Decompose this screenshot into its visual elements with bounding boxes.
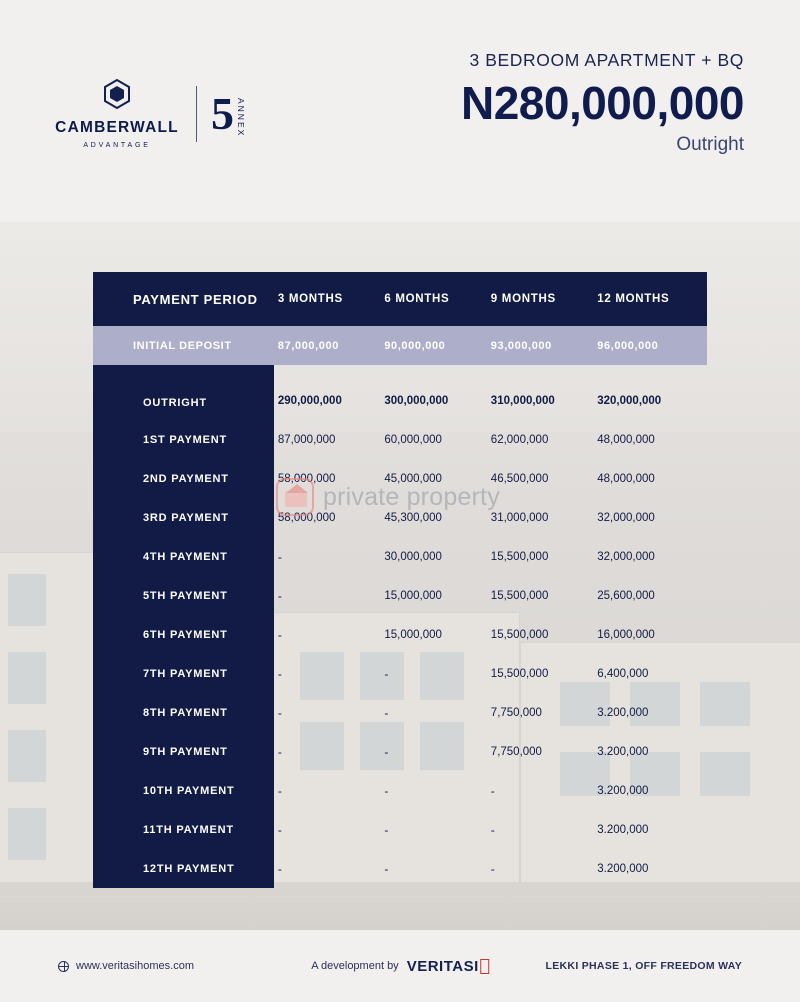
row-value: 300,000,000: [384, 394, 449, 407]
table-row: [93, 576, 707, 615]
row-value: 93,000,000: [490, 339, 552, 352]
table-row: [93, 810, 707, 849]
row-value: -: [384, 783, 389, 798]
row-value: -: [277, 861, 282, 876]
logo-box-icon: [480, 959, 489, 974]
table-row: [93, 381, 707, 420]
row-label: 12TH PAYMENT: [93, 849, 274, 888]
table-row: [93, 420, 707, 459]
row-value: 87,000,000: [277, 433, 336, 446]
row-value: -: [277, 666, 282, 681]
row-value: -: [384, 744, 389, 759]
window: [700, 682, 750, 726]
brand-divider: [196, 86, 197, 142]
row-label: 1ST PAYMENT: [93, 420, 274, 459]
price-term: Outright: [676, 133, 744, 155]
column-header-9-months: 9 MONTHS: [490, 293, 556, 305]
table-row: [93, 732, 707, 771]
developer-prefix: A development by: [311, 960, 399, 972]
footer: [0, 930, 800, 1002]
row-value: -: [384, 666, 389, 681]
table-row: [93, 849, 707, 888]
row-value: 320,000,000: [597, 394, 662, 407]
row-value: 3.200,000: [597, 706, 649, 719]
row-value: 48,000,000: [597, 433, 655, 446]
spacer-cell: [593, 365, 707, 381]
row-value: 3.200,000: [597, 862, 649, 875]
row-value: -: [490, 783, 495, 798]
row-value: 6,400,000: [597, 667, 649, 680]
globe-icon: [58, 961, 69, 972]
row-value: 15,500,000: [490, 628, 549, 641]
payment-plan-table: [93, 272, 707, 888]
row-value: -: [384, 705, 389, 720]
row-value: 3.200,000: [597, 784, 649, 797]
spacer-cell: [380, 365, 486, 381]
brand-left: [52, 79, 182, 149]
price-block: [461, 50, 744, 156]
table-row: [93, 693, 707, 732]
row-value: -: [490, 861, 495, 876]
row-value: 7,750,000: [490, 745, 542, 758]
footer-website[interactable]: [58, 960, 194, 972]
row-label: 7TH PAYMENT: [93, 654, 274, 693]
column-header-period: PAYMENT PERIOD: [133, 291, 258, 307]
window: [8, 574, 46, 626]
brand-annex-label: ANNEX: [236, 97, 246, 137]
brand-right: [211, 88, 246, 139]
column-header-3-months: 3 MONTHS: [277, 293, 343, 305]
price-amount: N280,000,000: [460, 77, 744, 129]
row-value: 290,000,000: [277, 394, 342, 407]
row-value: -: [384, 861, 389, 876]
table-row: [93, 459, 707, 498]
table-row: [93, 654, 707, 693]
row-value: 32,000,000: [597, 550, 655, 563]
hexagon-icon: [104, 79, 130, 109]
brand-tagline: ADVANTAGE: [83, 142, 151, 149]
row-value: -: [277, 627, 282, 642]
window: [8, 808, 46, 860]
row-value: 15,000,000: [384, 628, 442, 641]
row-value: 58,000,000: [277, 511, 336, 524]
row-value: -: [277, 783, 282, 798]
row-value: 7,750,000: [490, 706, 542, 719]
row-value: 46,500,000: [490, 472, 549, 485]
row-value: -: [277, 705, 282, 720]
property-type: 3 BEDROOM APARTMENT + BQ: [469, 50, 744, 70]
website-url[interactable]: www.veritasihomes.com: [76, 960, 194, 972]
row-value: 60,000,000: [384, 433, 442, 446]
row-value: 45,300,000: [384, 511, 442, 524]
table-header-row: [93, 272, 707, 326]
column-header-12-months: 12 MONTHS: [597, 293, 670, 305]
row-label: 9TH PAYMENT: [93, 732, 274, 771]
developer-name: VERITASI: [406, 957, 479, 975]
footer-developer: [311, 958, 489, 975]
table-body: [93, 326, 707, 888]
row-value: 3.200,000: [597, 823, 649, 836]
brand-number: 5: [211, 88, 234, 139]
row-value: -: [277, 744, 282, 759]
table-row: [93, 615, 707, 654]
row-value: 15,000,000: [384, 589, 442, 602]
row-label: 5TH PAYMENT: [93, 576, 274, 615]
row-label: 10TH PAYMENT: [93, 771, 274, 810]
row-value: -: [490, 822, 495, 837]
spacer-cell: [93, 365, 274, 381]
row-value: 15,500,000: [490, 550, 549, 563]
window: [8, 730, 46, 782]
payment-table: [93, 272, 707, 888]
brand-name: CAMBERWALL: [55, 119, 179, 136]
table-row: [93, 498, 707, 537]
veritasi-logo: [407, 958, 489, 975]
window: [8, 652, 46, 704]
row-value: 310,000,000: [490, 394, 555, 407]
brand-lockup: [52, 64, 252, 164]
row-value: 48,000,000: [597, 472, 655, 485]
row-value: 3.200,000: [597, 745, 649, 758]
table-head: [93, 272, 707, 326]
row-label: 11TH PAYMENT: [93, 810, 274, 849]
row-value: 16,000,000: [597, 628, 655, 641]
row-value: 25,600,000: [597, 589, 655, 602]
table-row: [93, 771, 707, 810]
row-value: 30,000,000: [384, 550, 442, 563]
table-spacer-row: [93, 365, 707, 381]
row-value: 58,000,000: [277, 472, 336, 485]
spacer-cell: [487, 365, 593, 381]
row-value: 15,500,000: [490, 667, 549, 680]
row-value: -: [277, 549, 282, 564]
column-header-6-months: 6 MONTHS: [384, 293, 450, 305]
row-value: 96,000,000: [597, 339, 659, 352]
spacer-cell: [274, 365, 380, 381]
row-value: -: [384, 822, 389, 837]
watermark-text: private property: [323, 482, 500, 511]
header: [0, 0, 800, 222]
row-label: 4TH PAYMENT: [93, 537, 274, 576]
row-value: 90,000,000: [384, 339, 446, 352]
row-label: OUTRIGHT: [93, 381, 274, 420]
window: [700, 752, 750, 796]
row-value: 62,000,000: [490, 433, 549, 446]
row-value: 32,000,000: [597, 511, 655, 524]
row-value: -: [277, 822, 282, 837]
row-value: 31,000,000: [490, 511, 549, 524]
table-row: [93, 326, 707, 365]
row-label: 3RD PAYMENT: [93, 498, 274, 537]
table-row: [93, 537, 707, 576]
row-label: 6TH PAYMENT: [93, 615, 274, 654]
row-label: 8TH PAYMENT: [93, 693, 274, 732]
row-value: 15,500,000: [490, 589, 549, 602]
row-value: 87,000,000: [277, 339, 339, 352]
row-label: INITIAL DEPOSIT: [133, 339, 232, 352]
row-value: -: [277, 588, 282, 603]
row-label: 2ND PAYMENT: [93, 459, 274, 498]
footer-location: LEKKI PHASE 1, OFF FREEDOM WAY: [545, 960, 742, 972]
row-value: 45,000,000: [384, 472, 442, 485]
